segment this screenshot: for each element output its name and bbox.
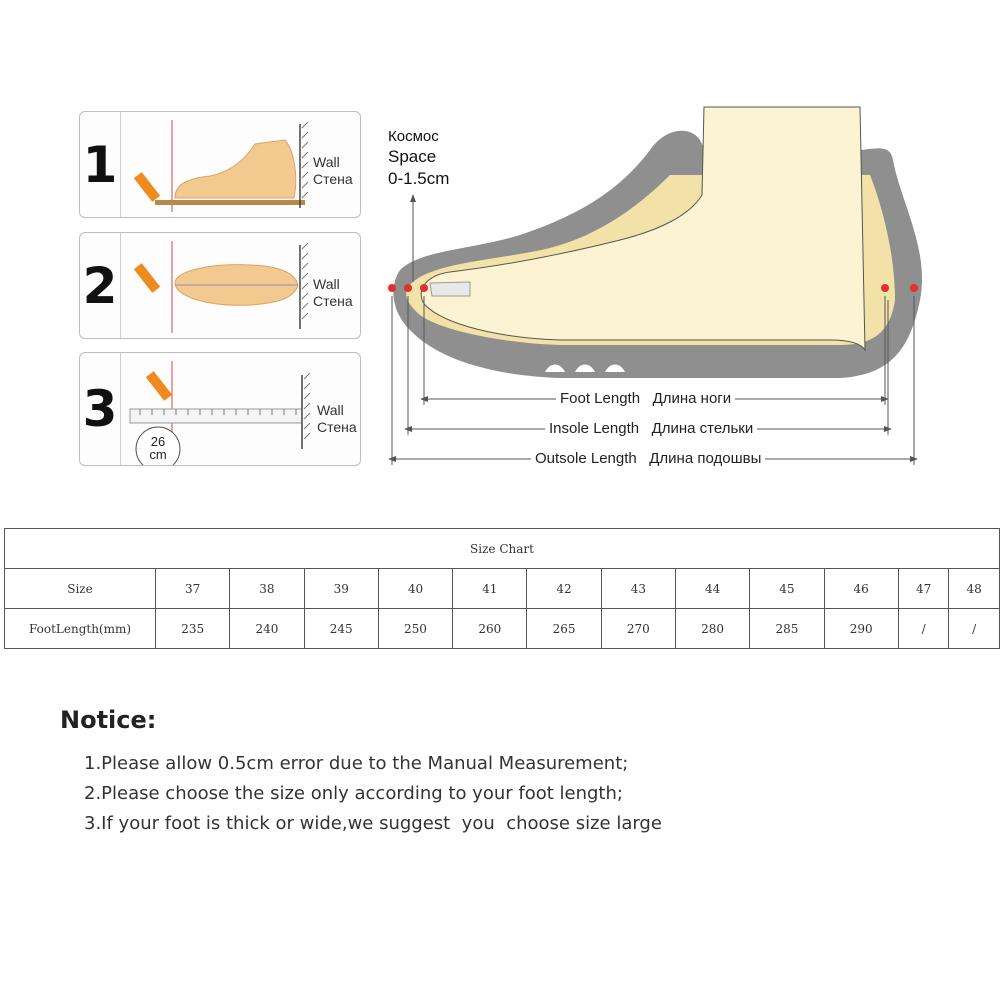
space-label-en: Space [388,147,437,166]
outsole-length-ru: Длина подошвы [649,450,762,467]
size-cell: 39 [304,569,378,609]
step-3-number: 3 [80,353,121,465]
foot-length-en: Foot Length [560,390,641,407]
notice-line-3: 3.If your foot is thick or wide,we suggest you choose size large [84,813,662,834]
space-range-unit: cm [426,169,450,188]
foot-length-cell: 265 [527,609,601,649]
space-range [388,169,449,189]
size-cell: 47 [898,569,949,609]
foot-length-cell: 285 [750,609,824,649]
wall-ru: Стена [313,293,353,309]
table-row [5,569,1000,609]
size-cell: 46 [824,569,898,609]
size-cell: 48 [949,569,1000,609]
foot-length-cell: 250 [378,609,452,649]
row-header-foot-length: FootLength(mm) [5,609,156,649]
foot-length-cell: 235 [156,609,230,649]
space-range-value: 0-1.5 [388,169,427,188]
step-1-number: 1 [80,112,121,217]
wall-ru: Стена [317,419,357,435]
measure-value: 26 [150,434,166,449]
row-header-size: Size [5,569,156,609]
foot-length-cell: 290 [824,609,898,649]
insole-length-en: Insole Length [549,420,640,437]
foot-length-label [556,390,735,407]
size-cell: 44 [675,569,749,609]
size-cell: 37 [156,569,230,609]
size-cell: 43 [601,569,675,609]
foot-length-cell: 280 [675,609,749,649]
foot-length-cell: 240 [230,609,304,649]
size-cell: 45 [750,569,824,609]
insole-length-label [545,420,757,437]
notice-title: Notice: [60,706,157,734]
outsole-length-en: Outsole Length [535,450,637,467]
insole-length-ru: Длина стельки [651,420,754,437]
size-cell: 40 [378,569,452,609]
foot-length-cell: 270 [601,609,675,649]
wall-en: Wall [317,402,344,418]
foot-length-ru: Длина ноги [652,390,732,407]
wall-en: Wall [313,154,340,170]
size-cell: 42 [527,569,601,609]
foot-length-cell: 260 [453,609,527,649]
measure-unit: cm [149,447,167,462]
step-2-number: 2 [80,233,121,338]
foot-length-cell: 245 [304,609,378,649]
size-cell: 38 [230,569,304,609]
wall-en: Wall [313,276,340,292]
notice-line-1: 1.Please allow 0.5cm error due to the Manual Measurement; [84,753,629,774]
foot-length-cell: / [949,609,1000,649]
table-row [5,609,1000,649]
notice-line-2: 2.Please choose the size only according to your foot length; [84,783,623,804]
space-label-ru: Космос [388,128,439,145]
size-chart-table [4,528,1000,649]
foot-length-cell: / [898,609,949,649]
space-label [388,127,449,189]
wall-ru: Стена [313,171,353,187]
outsole-length-label [531,450,765,467]
size-cell: 41 [453,569,527,609]
size-chart-title: Size Chart [5,529,1000,569]
